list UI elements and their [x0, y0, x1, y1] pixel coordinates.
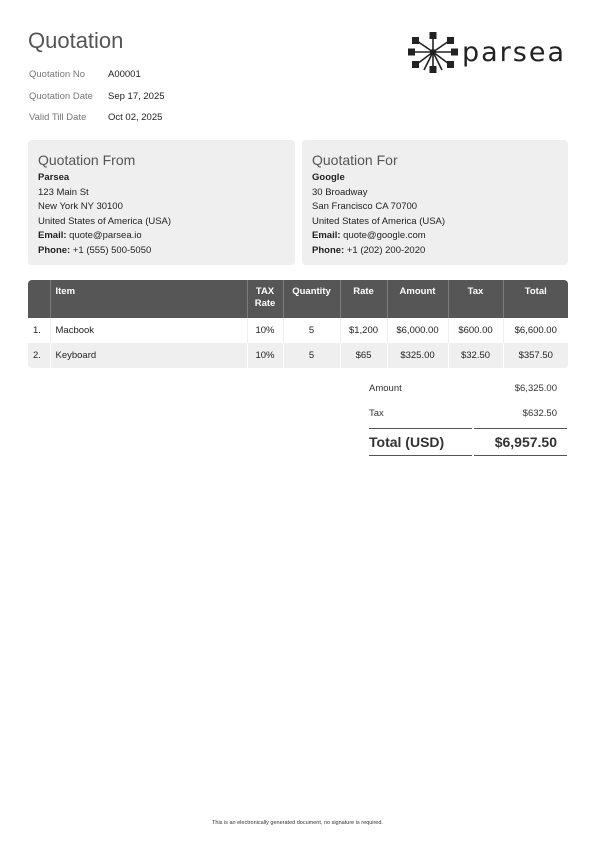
from-email	[38, 229, 285, 244]
meta-row-number	[29, 64, 165, 86]
for-country: United States of America (USA)	[312, 215, 446, 227]
table-row	[28, 343, 568, 368]
row-rate: $1,200	[340, 318, 387, 343]
email-label: Email:	[312, 230, 341, 241]
grand-total-value: $6,957.50	[494, 434, 557, 450]
subtotal-row	[369, 376, 567, 401]
grand-total-row	[369, 428, 567, 456]
document-title: Quotation	[28, 28, 124, 53]
col-header-tax-rate: TAX Rate	[247, 280, 283, 318]
valid-till-date: Oct 02, 2025	[108, 112, 163, 124]
row-tax-rate: 10%	[247, 343, 283, 368]
footer-note: This is an electronically generated document, no signature is required.	[212, 820, 383, 826]
totals-summary	[369, 376, 567, 456]
quotation-from-card	[28, 140, 295, 265]
col-header-quantity: Quantity	[283, 280, 340, 318]
meta-label: Quotation No	[29, 69, 85, 81]
table-row	[28, 318, 568, 343]
quotation-for-card	[302, 140, 568, 265]
row-number: 1.	[28, 318, 50, 343]
for-address-line2: San Francisco CA 70700	[312, 201, 418, 212]
from-heading: Quotation From	[38, 152, 136, 168]
from-address-line2: New York NY 30100	[38, 201, 123, 212]
for-address-line1: 30 Broadway	[312, 186, 368, 198]
col-header-tax: Tax	[448, 280, 503, 318]
phone-label: Phone:	[38, 244, 71, 256]
meta-label: Valid Till Date	[29, 112, 87, 124]
quotation-number: A00001	[108, 69, 141, 81]
from-country: United States of America (USA)	[38, 215, 172, 227]
for-heading: Quotation For	[312, 152, 398, 168]
quotation-meta	[29, 64, 165, 129]
from-phone-value: +1 (555) 500-5050	[72, 244, 152, 256]
tax-label: Tax	[369, 408, 384, 419]
row-amount: $6,000.00	[387, 318, 448, 343]
col-header-number	[28, 280, 50, 318]
company-logo	[406, 30, 571, 75]
col-header-total: Total	[503, 280, 568, 318]
table-header-row	[28, 280, 568, 318]
for-email	[312, 229, 558, 244]
phone-label: Phone:	[312, 244, 345, 256]
row-tax: $32.50	[448, 343, 503, 368]
row-amount: $325.00	[387, 343, 448, 368]
row-rate: $65	[340, 343, 387, 368]
meta-row-valid	[29, 107, 165, 129]
from-email-value: quote@parsea.io	[69, 230, 142, 241]
meta-row-date	[29, 86, 165, 108]
col-header-amount: Amount	[387, 280, 448, 318]
row-total: $357.50	[503, 343, 568, 368]
quotation-date: Sep 17, 2025	[108, 90, 165, 102]
col-header-rate: Rate	[340, 280, 387, 318]
for-company-name: Google	[312, 172, 345, 183]
row-tax: $600.00	[448, 318, 503, 343]
from-phone	[38, 244, 285, 259]
row-item: Macbook	[50, 318, 247, 343]
meta-label: Quotation Date	[29, 90, 93, 102]
row-tax-rate: 10%	[247, 318, 283, 343]
subtotal-label: Amount	[369, 383, 402, 394]
for-email-value: quote@google.com	[343, 230, 426, 241]
row-item: Keyboard	[50, 343, 247, 368]
col-header-item: Item	[50, 280, 247, 318]
from-company-name: Parsea	[38, 172, 70, 183]
subtotal-value: $6,325.00	[514, 383, 557, 394]
items-table	[28, 280, 568, 368]
total-divider-gap	[472, 428, 474, 456]
tax-value: $632.50	[522, 408, 557, 419]
tax-row	[369, 401, 567, 426]
row-number: 2.	[28, 343, 50, 368]
row-quantity: 5	[283, 318, 340, 343]
email-label: Email:	[38, 230, 67, 241]
network-nodes-icon	[406, 30, 460, 75]
row-quantity: 5	[283, 343, 340, 368]
for-phone	[312, 244, 558, 259]
from-address-line1: 123 Main St	[38, 186, 89, 198]
grand-total-label: Total (USD)	[369, 434, 445, 450]
row-total: $6,600.00	[503, 318, 568, 343]
logo-wordmark: parsea	[462, 37, 567, 68]
for-phone-value: +1 (202) 200-2020	[346, 244, 426, 256]
